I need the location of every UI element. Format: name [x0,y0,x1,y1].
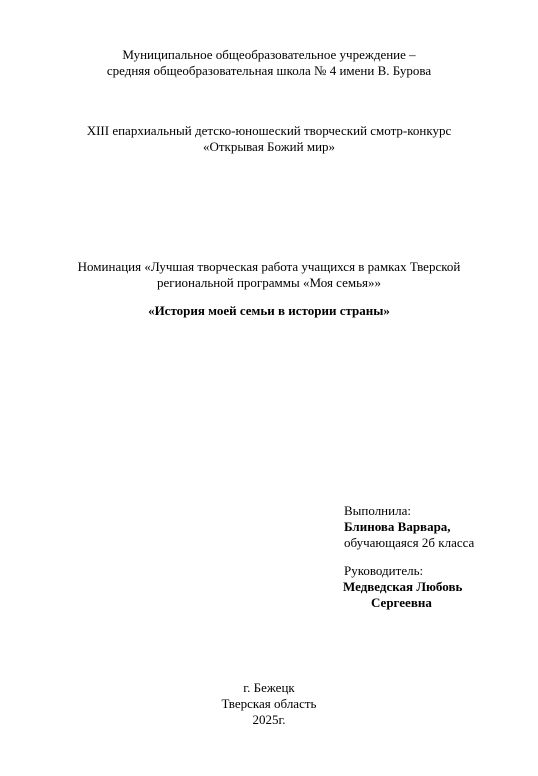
contest-title [0,123,538,155]
institution-header [0,47,538,79]
footer-year: 2025г. [252,712,286,727]
nomination-line-2: региональной программы «Моя семья»» [156,275,382,290]
institution-line-2: средняя общеобразовательная школа № 4 имени В. Бурова [106,63,432,78]
signature-block [340,503,530,611]
nomination [0,259,538,291]
author-name: Блинова Варвара, [344,519,451,534]
footer-place-date [0,680,538,728]
contest-line-1: XIII епархиальный детско-юношеский творческий смотр-конкурс [86,123,452,138]
footer-city: г. Бежецк [243,680,295,695]
supervisor-name: Медведская Любовь [343,579,463,594]
author-class: обучающаяся 2б класса [344,535,475,550]
institution-line-1: Муниципальное общеобразовательное учреждение – [122,47,416,62]
nomination-line-1: Номинация «Лучшая творческая работа учащихся в рамках Тверской [77,259,461,274]
signature-spacer [340,551,530,563]
supervisor-label: Руководитель: [344,563,424,578]
footer-region: Тверская область [221,696,317,711]
contest-line-2: «Открывая Божий мир» [202,139,336,154]
work-title-block [0,303,538,319]
author-label: Выполнила: [344,503,411,518]
work-title: «История моей семьи в истории страны» [148,303,390,318]
supervisor-patronymic: Сергеевна [371,595,432,610]
